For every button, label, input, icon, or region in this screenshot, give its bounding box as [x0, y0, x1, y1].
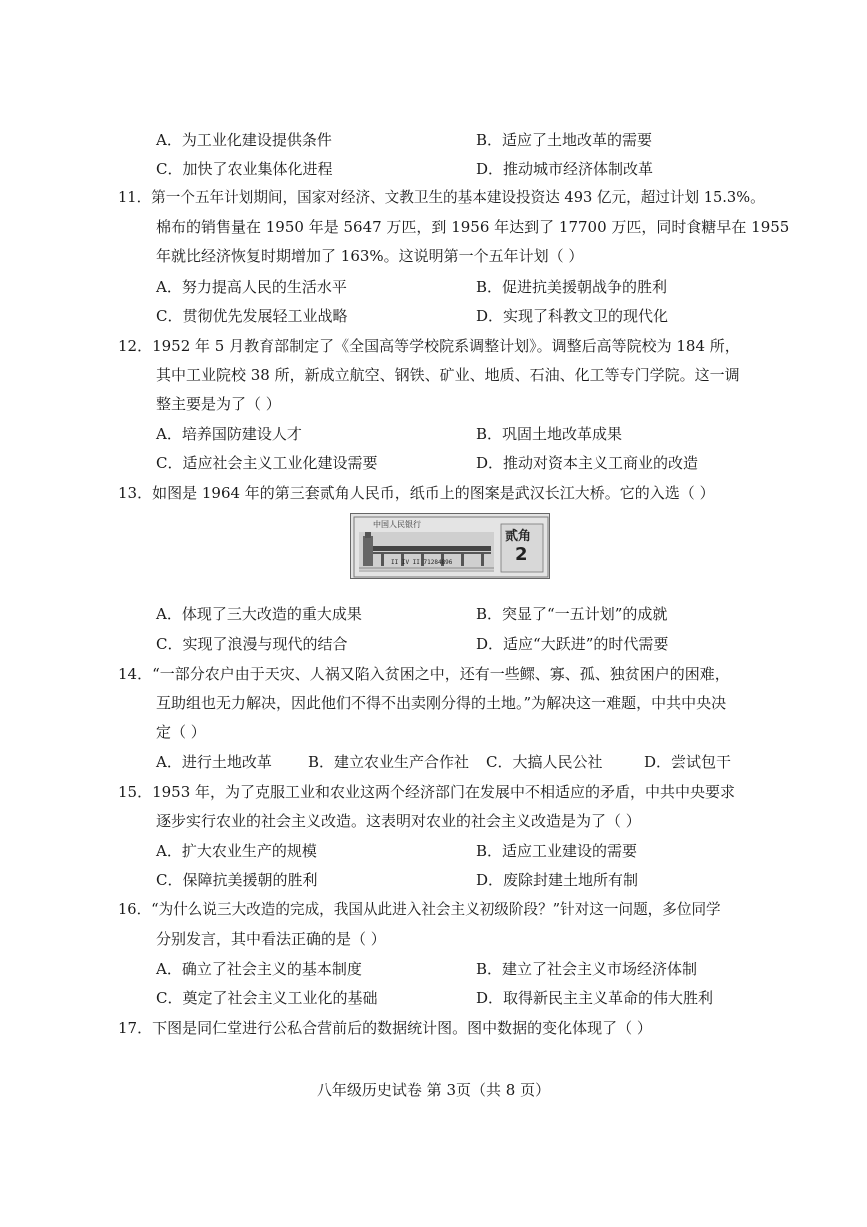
banknote-denomination-cn: 贰角 [505, 529, 532, 544]
q16-option-a: A．确立了社会主义的基本制度 [156, 960, 362, 978]
q15-stem-line2: 逐步实行农业的社会主义改造。这表明对农业的社会主义改造是为了（ ） [156, 812, 641, 830]
q11-option-b: B．促进抗美援朝战争的胜利 [476, 278, 668, 296]
q11-stem-line2: 棉布的销售量在 1950 年是 5647 万匹，到 1956 年达到了 17700 万匹，同时食糖早在 1955 [156, 218, 790, 236]
q12-option-c: C．适应社会主义工业化建设需要 [156, 454, 378, 472]
q15-option-b: B．适应工业建设的需要 [476, 842, 638, 860]
banknote-serial: II IV II 71284896 [391, 559, 453, 566]
q11-stem-line1: 11．第一个五年计划期间，国家对经济、文教卫生的基本建设投资达 493 亿元，超过计划 15.3%。 [118, 189, 765, 206]
q14-option-b: B．建立农业生产合作社 [308, 753, 470, 771]
q14-stem-line1: 14．“一部分农户由于天灾、人祸又陷入贫困之中，还有一些鳏、寡、孤、独贫困户的困难， [118, 665, 730, 683]
q14-option-d: D．尝试包干 [644, 753, 732, 771]
q10-option-b: B．适应了土地改革的需要 [476, 131, 653, 149]
q16-option-d: D．取得新民主主义革命的伟大胜利 [476, 989, 714, 1007]
q11-option-d: D．实现了科教文卫的现代化 [476, 307, 669, 325]
q13-option-c: C．实现了浪漫与现代的结合 [156, 635, 348, 653]
q13-option-a: A．体现了三大改造的重大成果 [156, 605, 362, 623]
q14-option-c: C．大搞人民公社 [486, 753, 603, 771]
q11-option-a: A．努力提高人民的生活水平 [156, 278, 347, 296]
q12-option-a: A．培养国防建设人才 [156, 425, 302, 443]
q13-stem-line1: 13．如图是 1964 年的第三套贰角人民币，纸币上的图案是武汉长江大桥。它的入选（ ） [118, 484, 715, 502]
q17-stem-line1: 17．下图是同仁堂进行公私合营前后的数据统计图。图中数据的变化体现了（ ） [118, 1019, 652, 1037]
banknote-illustration [351, 514, 550, 579]
q11-stem-line3: 年就比经济恢复时期增加了 163%。这说明第一个五年计划（ ） [156, 247, 584, 265]
q14-stem-line2: 互助组也无力解决，因此他们不得不出卖刚分得的土地。”为解决这一难题，中共中央决 [156, 694, 727, 712]
page-footer: 八年级历史试卷 第 3页（共 8 页） [316, 1081, 551, 1099]
q16-option-b: B．建立了社会主义市场经济体制 [476, 960, 698, 978]
q16-stem-line1: 16．“为什么说三大改造的完成，我国从此进入社会主义初级阶段？”针对这一问题，多位同学 [118, 901, 721, 918]
q15-option-c: C．保障抗美援朝的胜利 [156, 871, 318, 889]
q13-option-d: D．适应“大跃进”的时代需要 [476, 635, 669, 653]
q15-option-d: D．废除封建土地所有制 [476, 871, 639, 889]
q12-option-b: B．巩固土地改革成果 [476, 425, 623, 443]
q14-option-a: A．进行土地改革 [156, 753, 272, 771]
q16-option-c: C．奠定了社会主义工业化的基础 [156, 989, 378, 1007]
banknote-denomination-num: 2 [515, 544, 528, 565]
q10-option-c: C．加快了农业集体化进程 [156, 160, 333, 178]
q10-option-a: A．为工业化建设提供条件 [156, 131, 332, 149]
q12-stem-line2: 其中工业院校 38 所，新成立航空、钢铁、矿业、地质、石油、化工等专门学院。这一调 [156, 366, 740, 384]
banknote-image [350, 513, 550, 579]
q15-stem-line1: 15．1953 年，为了克服工业和农业这两个经济部门在发展中不相适应的矛盾，中共中央要求 [118, 783, 736, 801]
q12-stem-line3: 整主要是为了（ ） [156, 395, 281, 413]
q10-option-d: D．推动城市经济体制改革 [476, 160, 654, 178]
q15-option-a: A．扩大农业生产的规模 [156, 842, 317, 860]
banknote-bank-name: 中国人民银行 [373, 520, 421, 529]
q13-option-b: B．突显了“一五计划”的成就 [476, 605, 668, 623]
q11-option-c: C．贯彻优先发展轻工业战略 [156, 307, 348, 325]
q12-option-d: D．推动对资本主义工商业的改造 [476, 454, 699, 472]
q16-stem-line2: 分别发言，其中看法正确的是（ ） [156, 930, 386, 948]
q14-stem-line3: 定（ ） [156, 723, 206, 741]
q12-stem-line1: 12．1952 年 5 月教育部制定了《全国高等学校院系调整计划》。调整后高等院校为 184 所， [118, 337, 740, 355]
